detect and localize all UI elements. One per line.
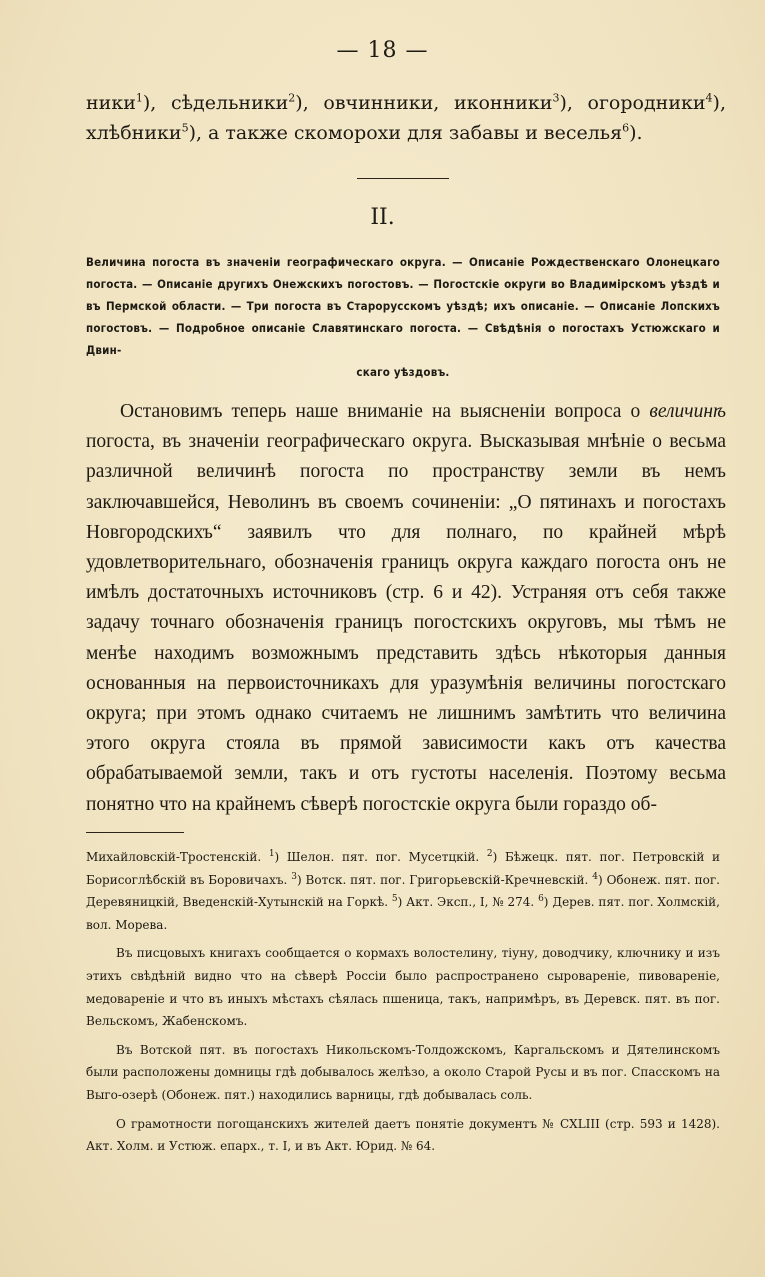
body-text: погоста, въ значеніи географическаго округа. Высказывая мнѣніе о весьма различной величинѣ погоста по пространству земли въ немъ заключавшейся, Неволинъ въ своемъ сочиненіи: „О пятинахъ и погостахъ Новгородскихъ“ заявилъ что для полнаго, по крайней мѣрѣ удовлетворительнаго, обозначенія границъ округа каждаго погоста онъ не имѣлъ достаточныхъ источниковъ (стр. 6 и 42). Устраняя отъ себя также задачу точнаго обозначенія границъ погостскихъ округовъ, мы тѣмъ не менѣе находимъ возможнымъ представить здѣсь нѣкоторыя данныя основанныя на первоисточникахъ для уразумѣнія величины погостскаго округа; при этомъ однако считаемъ не лишнимъ замѣтить что величина этого округа стояла въ прямой зависимости какъ отъ качества обрабатываемой земли, такъ и отъ густоты населенія. Поэтому весьма понятно что на крайнемъ сѣверѣ погостскіе округа были гораздо об- (86, 431, 726, 815)
footnote-text: ) Обонеж. пят. пог. Деревяницкій, Введенскій-Хутынскій на Горкѣ. (86, 872, 720, 910)
footnote-ref: 3 (552, 91, 560, 105)
footnote-text: ) Шелон. пят. пог. Мусетцкій. (274, 850, 480, 864)
section-divider (357, 178, 449, 179)
intro-text: ), огородники (559, 92, 706, 114)
intro-text: ), сѣдельники (142, 92, 289, 114)
footnote-divider (86, 832, 184, 833)
footnote-ref: 2 (288, 91, 296, 105)
intro-text: ники (86, 92, 136, 114)
intro-paragraph (86, 88, 726, 148)
body-text: Остановимъ теперь наше вниманіе на выясненіи вопроса о (120, 401, 641, 422)
footnote-text: ) Вотск. пят. пог. Григорьевскій-Кречневскій. (296, 872, 589, 887)
emphasized-word: величинѣ (649, 401, 726, 422)
footnote-mark: 2 (486, 849, 493, 859)
summary-text: Величина погоста въ значеніи географическаго округа. — Описаніе Рождественскаго Олонецкаго погоста. — Описаніе другихъ Онежскихъ погостовъ. — Погостскіе округи во Владимірскомъ уѣздѣ и въ Пермской области. — Три погоста въ Старорусскомъ уѣздѣ; ихъ описаніе. — Описаніе Лопскихъ погостовъ. — Подробное описаніе Славятинскаго погоста. — Свѣдѣнія о погостахъ Устюжскаго и Двин- (86, 255, 720, 357)
footnote-paragraph: Въ Вотской пят. въ погостахъ Никольскомъ-Толдожскомъ, Каргальскомъ и Дятелинскомъ были расположены домницы гдѣ добывалось желѣзо, а около Старой Русы и въ пог. Спасскомъ на Выго-озерѣ (Обонеж. пят.) находились варницы, гдѣ добывалась соль. (86, 1042, 720, 1102)
intro-text: ), овчинники, иконники (295, 92, 553, 114)
footnote-paragraph: О грамотности погощанскихъ жителей даетъ понятіе документъ № CXLIII (стр. 593 и 1428). Акт. Холм. и Устюж. епарх., т. I, и въ Акт. Юрид. № 64. (86, 1116, 720, 1154)
footnote-ref: 1 (135, 91, 143, 105)
section-title: II. (370, 205, 395, 230)
footnote-mark: 1 (268, 849, 275, 859)
footnote-text: ) Бѣжецк. пят. пог. Петровскій и Борисоглѣбскій въ Боровичахъ. (86, 850, 720, 887)
footnote-ref: 6 (622, 121, 630, 135)
footnote-text: Михайловскій-Тростенскій. (86, 850, 262, 864)
chapter-summary (86, 251, 720, 383)
footnote-paragraph: Въ писцовыхъ книгахъ сообщается о кормахъ волостелину, тіуну, доводчику, ключнику и изъ этихъ свѣдѣній видно что на сѣверѣ Россіи было распространено сыровареніе, пивовареніе, медовареніе и что въ иныхъ мѣстахъ сѣялась пшеница, такъ, напримѣръ, въ Деревск. пят. въ пог. Вельскомъ, Жабенскомъ. (86, 946, 720, 1029)
footnote-mark: 6 (538, 894, 544, 905)
summary-last-line: скаго уѣздовъ. (356, 365, 450, 379)
footnotes (86, 846, 720, 1164)
page-number: — 18 — (336, 38, 429, 63)
intro-text: ). (629, 122, 643, 144)
intro-text: ), хлѣбники (86, 92, 726, 144)
footnote-ref: 4 (705, 91, 713, 105)
footnote-text: ) Акт. Эксп., I, № 274. (397, 895, 535, 910)
main-text (86, 397, 726, 820)
footnote-block-1 (86, 846, 720, 936)
footnote-mark: 3 (291, 871, 297, 882)
footnote-text: ) Дерев. пят. пог. Холмскій, вол. Морева. (86, 895, 720, 932)
footnote-mark: 4 (592, 871, 598, 882)
footnote-ref: 5 (181, 121, 189, 135)
footnote-mark: 5 (391, 894, 398, 905)
intro-text: ), а также скоморохи для забавы и веселья (188, 122, 623, 144)
